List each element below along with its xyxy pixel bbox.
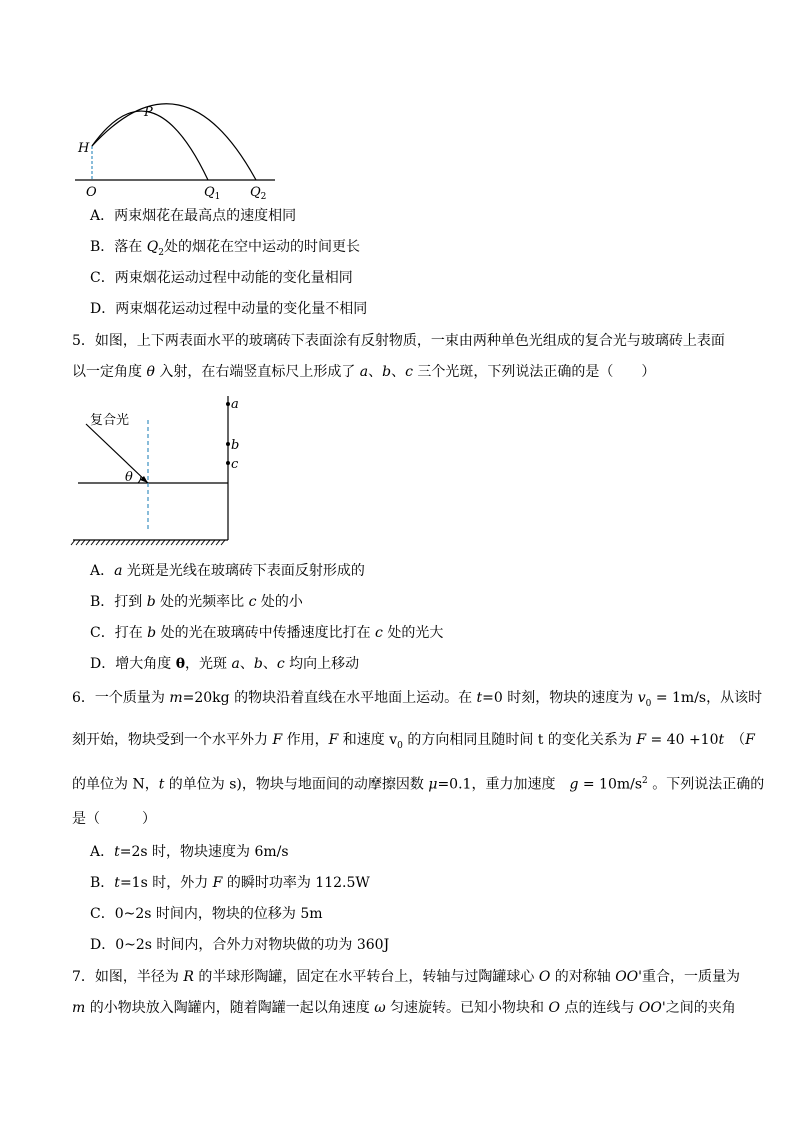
q6-option-b: B．t=1s 时，外力 F 的瞬时功率为 112.5W <box>90 875 370 891</box>
q5-stem-line2: 以一定角度 θ 入射，在右端竖直标尺上形成了 a、b、c 三个光斑，下列说法正确的是（ ） <box>72 364 656 380</box>
light-label: 复合光 <box>90 413 130 428</box>
q5-option-d: D．增大角度 θ，光斑 a、b、c 均向上移动 <box>90 656 360 672</box>
spot-c-label: c <box>231 457 239 472</box>
trajectory-q1 <box>92 111 208 180</box>
label-h: H <box>78 141 90 156</box>
q6-option-c: C．0~2s 时间内，物块的位移为 5m <box>90 906 323 922</box>
q5-stem-line1: 5．如图，上下两表面水平的玻璃砖下表面涂有反射物质，一束由两种单色光组成的复合光与玻璃砖上表面 <box>72 333 725 349</box>
spot-c <box>226 461 230 465</box>
spot-a <box>226 402 230 406</box>
label-p: P <box>144 105 153 120</box>
spot-a-label: a <box>231 397 239 412</box>
spot-b-label: b <box>231 438 240 453</box>
q5-option-c: C．打在 b 处的光在玻璃砖中传播速度比打在 c 处的光大 <box>90 625 444 641</box>
q4-option-b: B．落在 $Q_2$处的烟花在空中运动的时间更长 <box>90 239 360 258</box>
q6-stem-line2: 刻开始，物块受到一个水平外力 F 作用，F 和速度 $v_0$ 的方向相同且随时间 t 的变化关系为 F = 40 +10t （F <box>72 732 755 751</box>
label-o: O <box>86 185 97 200</box>
q6-stem-line4: 是（ ） <box>72 811 156 827</box>
q5-option-b: B．打到 b 处的光频率比 c 处的小 <box>90 594 303 610</box>
glass-brick-figure <box>68 392 258 552</box>
fireworks-trajectory-figure <box>70 92 285 202</box>
theta-arc <box>138 476 141 483</box>
q4-option-d: D．两束烟花运动过程中动量的变化量不相同 <box>90 301 368 317</box>
q4-option-a: A．两束烟花在最高点的速度相同 <box>90 208 297 224</box>
label-q1: $Q_1$ <box>204 185 221 202</box>
q5-option-a: A．a 光斑是光线在玻璃砖下表面反射形成的 <box>90 563 365 579</box>
q7-stem-line2: m 的小物块放入陶罐内，随着陶罐一起以角速度 ω 匀速旋转。已知小物块和 O 点的连线与 OO'之间的夹角 <box>72 1000 736 1016</box>
ground-hatching <box>71 540 225 545</box>
q6-stem-line3: 的单位为 N，t 的单位为 s)，物块与地面间的动摩擦因数 μ=0.1，重力加速度 $g = 10m/s^2$ 。下列说法正确的 <box>72 776 765 793</box>
incident-ray <box>86 424 148 483</box>
spot-b <box>226 442 230 446</box>
q6-stem-line1: 6．一个质量为 m=20kg 的物块沿着直线在水平地面上运动。在 t=0 时刻，物块的速度为 $v_0 = 1m/s$，从该时 <box>72 690 763 709</box>
q7-stem-line1: 7．如图，半径为 R 的半球形陶罐，固定在水平转台上，转轴与过陶罐球心 O 的对称轴 OO'重合，一质量为 <box>72 969 741 985</box>
q4-option-c: C．两束烟花运动过程中动能的变化量相同 <box>90 270 353 286</box>
q6-option-d: D．0~2s 时间内，合外力对物块做的功为 360J <box>90 937 390 953</box>
theta-label: θ <box>125 470 133 485</box>
trajectory-q2 <box>92 104 256 180</box>
q6-option-a: A．t=2s 时，物块速度为 6m/s <box>90 844 289 860</box>
label-q2: $Q_2$ <box>250 185 267 202</box>
